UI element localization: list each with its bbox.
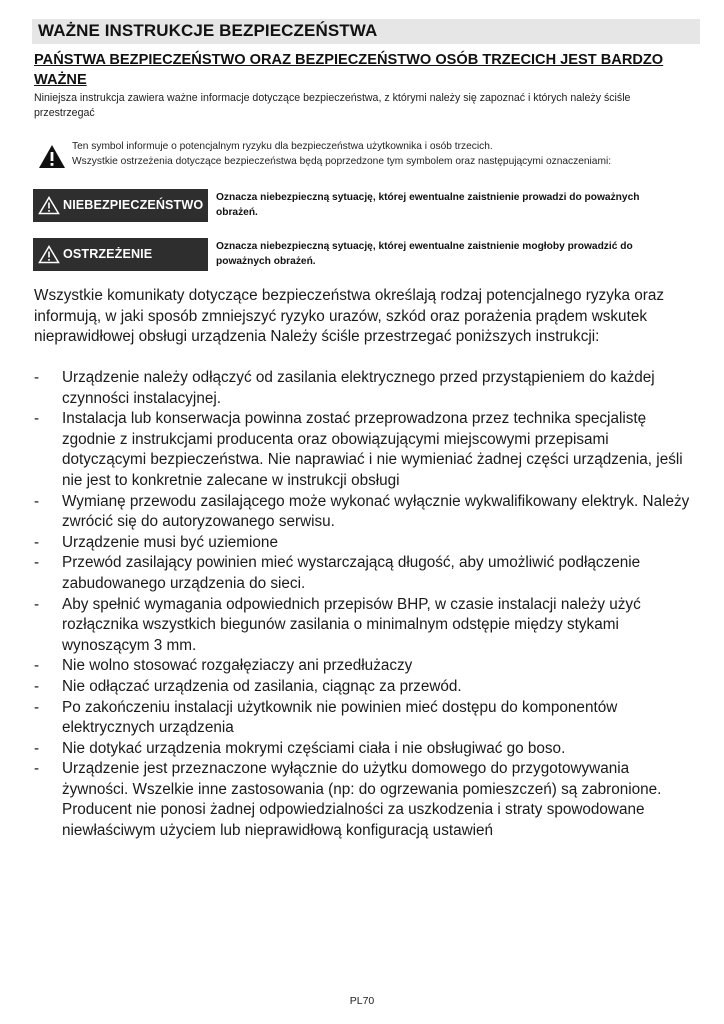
section-title-bar — [32, 19, 700, 44]
warning-triangle-icon — [38, 144, 66, 169]
symbol-description-line-2: Wszystkie ostrzeżenia dotyczące bezpieczeństwa będą poprzedzone tym symbolem oraz następującymi oznaczeniami: — [72, 156, 612, 167]
bullet-dash: - — [34, 533, 40, 551]
list-item — [34, 409, 690, 491]
warning-label: OSTRZEŻENIE — [63, 247, 153, 261]
warning-label-box — [33, 238, 208, 271]
list-item-text: Nie wolno stosować rozgałęziaczy ani przedłużaczy — [62, 657, 413, 675]
danger-label: NIEBEZPIECZEŃSTWO — [63, 198, 204, 212]
bullet-dash: - — [34, 595, 40, 613]
bullet-dash: - — [34, 492, 40, 510]
page-number: PL70 — [349, 995, 375, 1007]
symbol-description-line-1: Ten symbol informuje o potencjalnym ryzyku dla bezpieczeństwa użytkownika i osób trzecich. — [72, 141, 493, 152]
bullet-dash: - — [34, 698, 40, 716]
section-title: WAŻNE INSTRUKCJE BEZPIECZEŃSTWA — [38, 21, 378, 40]
bullet-dash: - — [34, 369, 40, 386]
list-item — [34, 595, 690, 657]
list-item — [34, 759, 690, 841]
danger-description: Oznacza niebezpieczną sytuację, której ewentualne zaistnienie prowadzi do poważnych obrażeń. — [216, 192, 640, 218]
bullet-dash: - — [34, 554, 40, 572]
bullet-dash: - — [34, 410, 40, 428]
list-item — [34, 492, 690, 533]
symbol-description — [72, 139, 692, 169]
bullet-dash: - — [34, 739, 40, 757]
list-item-text: Po zakończeniu instalacji użytkownik nie powinien mieć dostępu do komponentów elektrycznych urządzenia — [62, 698, 618, 737]
list-item — [34, 656, 690, 677]
bullet-dash: - — [34, 657, 40, 675]
list-item — [34, 739, 690, 760]
list-item-text: Aby spełnić wymagania odpowiednich przepisów BHP, w czasie instalacji należy użyć rozłącznika wszystkich biegunów zasilania o minimalnym odstępie między stykami wynoszącym 3 mm. — [62, 595, 641, 654]
list-item — [34, 553, 690, 594]
warning-triangle-icon — [38, 245, 60, 264]
safety-subheading: PAŃSTWA BEZPIECZEŃSTWO ORAZ BEZPIECZEŃSTWO OSÓB TRZECICH JEST BARDZO WAŻNE — [34, 52, 664, 88]
list-item — [34, 677, 690, 698]
list-item-text: Nie dotykać urządzenia mokrymi częściami ciała i nie obsługiwać go boso. — [62, 739, 566, 757]
list-item-text: Przewód zasilający powinien mieć wystarczającą długość, aby umożliwić podłączenie zabudowanego urządzenia do sieci. — [62, 554, 641, 592]
list-item — [34, 533, 690, 554]
main-paragraph: Wszystkie komunikaty dotyczące bezpieczeństwa określają rodzaj potencjalnego ryzyka oraz informują, w jaki sposób zmniejszyć ryzyko urazów, szkód oraz porażenia prądem wskutek nieprawidłowej obsługi urządzenia Należy ściśle przestrzegać poniższych instrukcji: — [34, 287, 665, 346]
bullet-dash: - — [34, 760, 40, 778]
list-item-text: Urządzenie musi być uziemione — [62, 533, 278, 551]
list-item — [34, 698, 690, 739]
list-item-text: Nie odłączać urządzenia od zasilania, ciągnąc za przewód. — [62, 677, 462, 695]
list-item-text: Wymianę przewodu zasilającego może wykonać wyłącznie wykwalifikowany elektryk. Należy zwrócić się do autoryzowanego serwisu. — [62, 492, 690, 531]
list-item-text: Instalacja lub konserwacja powinna zostać przeprowadzona przez technika specjalistę zgodnie z instrukcjami producenta oraz obowiązującymi miejscowymi przepisami dotyczącymi bezpieczeństwa. Nie naprawiać i nie wymieniać żadnej części urządzenia, jeśli nie jest to konkretnie zalecane w instrukcji obsługi — [62, 410, 683, 489]
safety-instructions-list — [34, 368, 690, 842]
list-item-text: Urządzenie należy odłączyć od zasilania elektrycznego przed przystąpieniem do każdej czynności instalacyjnej. — [62, 369, 655, 407]
bullet-dash: - — [34, 677, 40, 695]
list-item-text: Urządzenie jest przeznaczone wyłącznie do użytku domowego do przygotowywania żywności. Wszelkie inne zastosowania (np: do ogrzewania pomieszczeń) są zabronione. Producent nie ponosi żadnej odpowiedzialności za uszkodzenia i straty spowodowane niewłaściwym użyciem lub nieprawidłową konfiguracją ustawień — [62, 760, 662, 840]
intro-text: Niniejsza instrukcja zawiera ważne informacje dotyczące bezpieczeństwa, z którymi należy się zapoznać i których należy ściśle przestrzegać — [34, 92, 631, 119]
danger-label-box — [33, 189, 208, 222]
warning-description: Oznacza niebezpieczną sytuację, której ewentualne zaistnienie mogłoby prowadzić do poważnych obrażeń. — [216, 241, 633, 267]
warning-triangle-icon — [38, 196, 60, 215]
list-item — [34, 368, 690, 409]
symbol-info-row — [38, 139, 688, 173]
